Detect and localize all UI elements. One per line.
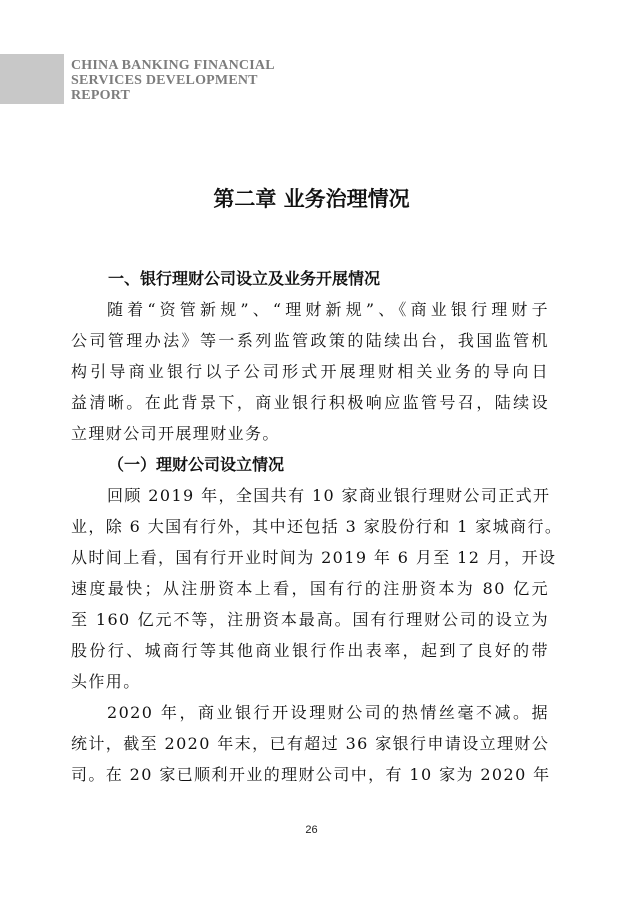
paragraph-line: 速度最快；从注册资本上看，国有行的注册资本为 80 亿元 (71, 579, 549, 598)
running-head-line: SERVICES DEVELOPMENT (71, 73, 258, 88)
paragraph-line: 统计，截至 2020 年末，已有超过 36 家银行申请设立理财公 (71, 734, 550, 753)
paragraph-1 (71, 294, 549, 449)
paragraph-line: 至 160 亿元不等，注册资本最高。国有行理财公司的设立为 (71, 610, 549, 629)
paragraph-line: 业，除 6 大国有行外，其中还包括 3 家股份行和 1 家城商行。 (71, 517, 563, 536)
page-number: 26 (305, 824, 318, 836)
paragraph-line: 益清晰。在此背景下，商业银行积极响应监管号召，陆续设 (71, 393, 549, 412)
paragraph-line: 回顾 2019 年，全国共有 10 家商业银行理财公司正式开 (107, 486, 551, 505)
paragraph-line: 随着“资管新规”、“理财新规”、《商业银行理财子 (107, 300, 549, 319)
header-gray-block (0, 54, 64, 104)
paragraph-line: 公司管理办法》等一系列监管政策的陆续出台，我国监管机 (71, 331, 549, 350)
paragraph-line: 立理财公司开展理财业务。 (71, 424, 280, 443)
running-head-line: REPORT (71, 88, 131, 103)
running-head (71, 58, 275, 103)
chapter-title: 第二章 业务治理情况 (213, 187, 410, 211)
paragraph-2 (71, 480, 563, 697)
paragraph-line: 股份行、城商行等其他商业银行作出表率，起到了良好的带 (71, 641, 549, 660)
paragraph-line: 从时间上看，国有行开业时间为 2019 年 6 月至 12 月，开设 (71, 548, 557, 567)
paragraph-3 (71, 697, 549, 790)
section-heading: 一、银行理财公司设立及业务开展情况 (108, 269, 381, 288)
paragraph-line: 司。在 20 家已顺利开业的理财公司中，有 10 家为 2020 年 (71, 765, 551, 784)
paragraph-line: 头作用。 (71, 672, 141, 691)
sub-heading: （一）理财公司设立情况 (108, 455, 285, 474)
running-head-line: CHINA BANKING FINANCIAL (71, 58, 275, 73)
paragraph-line: 构引导商业银行以子公司形式开展理财相关业务的导向日 (71, 362, 549, 381)
paragraph-line: 2020 年，商业银行开设理财公司的热情丝毫不减。据 (107, 703, 549, 722)
